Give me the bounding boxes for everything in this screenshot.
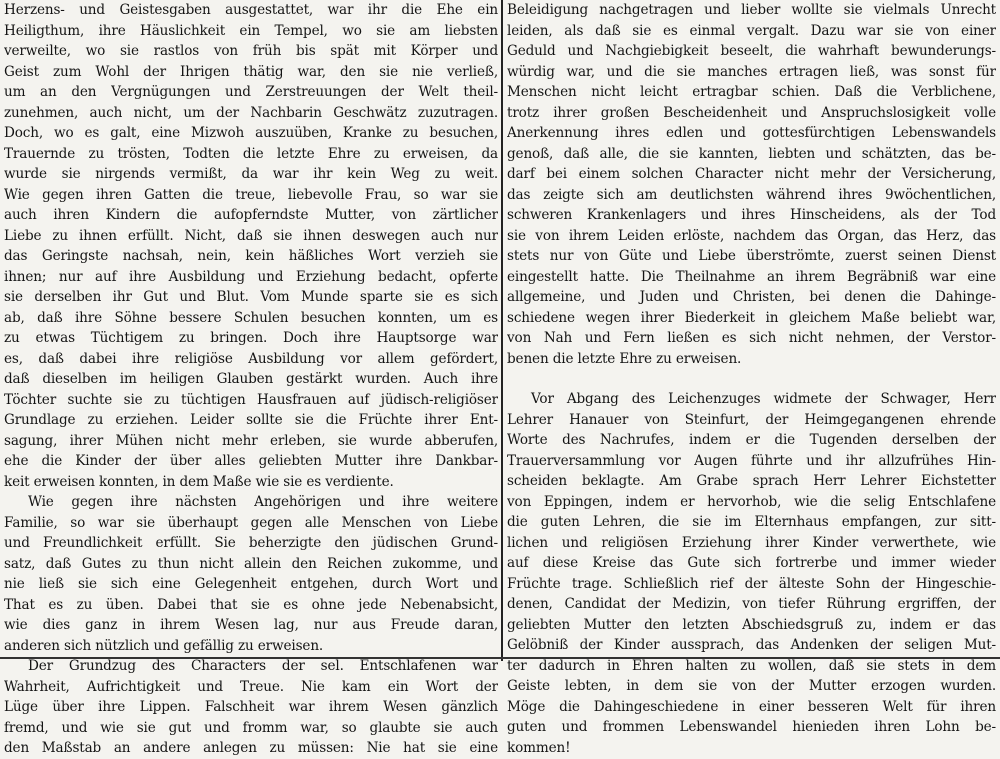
left-column <box>4 0 498 756</box>
text-line: und Freundlichkeit erfüllt. Sie beherzigte den jüdischen Grund- <box>4 535 498 551</box>
text-line: kommen! <box>507 739 571 756</box>
text-line: um an den Vergnügungen und Zerstreuungen der Welt theil- <box>4 84 498 100</box>
text-line: Lüge über ihre Lippen. Falschheit war ihrem Wesen gänzlich <box>4 699 498 715</box>
text-line: Gelöbniß der Kinder aussprach, das Andenken der seligen Mut- <box>507 637 996 653</box>
text-line: Menschen nicht leicht ertragbar schien. Daß die Verblichene, <box>507 84 996 100</box>
text-line: geliebten Mutter den letzten Abschiedsgruß zu, indem er das <box>507 616 996 633</box>
text-line: den Maßstab an andere anlegen zu müssen: Nie hat sie eine <box>4 740 498 756</box>
text-line: zu etwas Tüchtigem zu bringen. Doch ihre Hauptsorge war <box>4 330 498 346</box>
bottom-rule <box>0 657 1000 659</box>
text-line: wie dies ganz in ihrem Wesen lag, nur aus Freude daran, <box>4 617 498 633</box>
text-line: Wahrheit, Aufrichtigkeit und Treue. Nie kam ein Wort der <box>4 678 498 695</box>
text-line: Wie gegen ihre nächsten Angehörigen und ihre weitere <box>28 494 498 510</box>
text-line: trotz ihrer großen Bescheidenheit und Anspruchslosigkeit volle <box>507 104 996 121</box>
text-line: Geiste lebten, in dem sie von der Mutter erzogen wurden. <box>507 678 996 694</box>
text-line: Beleidigung nachgetragen und lieber wollte sie vielmals Unrecht <box>507 2 996 18</box>
text-line: Anerkennung ihres edlen und gottesfürchtigen Lebenswandels <box>507 125 996 141</box>
text-line: keit erweisen konnten, in dem Maße wie sie es verdiente. <box>4 473 394 490</box>
text-line: allgemeine, und Juden und Christen, bei denen die Dahinge- <box>507 289 996 305</box>
text-line: sie von ihrem Leiden erlöste, nachdem das Organ, das Herz, das <box>507 227 996 244</box>
column-divider <box>501 0 503 661</box>
text-line: das zeigte sich am deutlichsten während ihres 9wöchentlichen, <box>507 186 996 203</box>
text-line: lichen und religiösen Erziehung ihrer Kinder verwerthete, wie <box>507 534 996 551</box>
text-line: ab, daß ihre Söhne bessere Schulen besuchen konnten, um es <box>4 309 498 326</box>
text-line: Doch, wo es galt, eine Mizwoh auszuüben, Kranke zu besuchen, <box>4 125 498 141</box>
text-line: auf diese Kreise das Gute sich fortrerbe und immer wieder <box>507 555 996 571</box>
text-line: Der Grundzug des Characters der sel. Entschlafenen war <box>28 658 498 674</box>
text-line: guten und frommen Lebenswandel hienieden ihren Lohn be- <box>507 719 996 735</box>
text-line: verweilte, wo sie rastlos von früh bis spät mit Körper und <box>4 43 498 59</box>
text-line: wurde sie nirgends vermißt, da war ihr kein Weg zu weit. <box>4 166 498 182</box>
text-line: Herzens- und Geistesgaben ausgestattet, war ihr die Ehe ein <box>4 2 498 18</box>
text-line: Wie gegen ihren Gatten die treue, liebevolle Frau, so war sie <box>4 186 498 203</box>
text-line: das Geringste nachsah, nein, kein häßliches Wort verzieh sie <box>4 248 498 264</box>
text-line: darf bei einem solchen Character nicht mehr der Versicherung, <box>507 166 996 182</box>
text-line: leiden, als daß sie es einmal vergalt. Dazu war sie von einer <box>507 22 996 39</box>
text-line: es, daß dabei ihre religiöse Ausbildung vor allem gefördert, <box>4 350 498 367</box>
right-column <box>507 0 996 756</box>
text-line: ehe die Kinder der über alles geliebten Mutter ihre Dankbar- <box>4 453 498 469</box>
text-line: Vor Abgang des Leichenzuges widmete der Schwager, Herr <box>531 391 996 407</box>
text-line: Töchter suchte sie zu tüchtigen Hausfrauen auf jüdisch-religiöser <box>4 391 498 408</box>
text-line: sie derselben ihr Gut und Blut. Vom Munde sparte sie es sich <box>4 289 498 305</box>
text-line: Trauernde zu trösten, Todten die letzte Ehre zu erweisen, da <box>4 145 498 162</box>
text-line: fremd, und wie sie gut und fromm war, so glaubte sie auch <box>4 719 498 736</box>
text-line: Geduld und Nachgiebigkeit beseelt, die wahrhaft bewunderungs- <box>507 43 996 59</box>
text-line: Grundlage zu erziehen. Leider sollte sie die Früchte ihrer Ent- <box>4 412 498 428</box>
text-line: würdig war, und die sie manches ertragen ließ, was sonst für <box>507 63 996 80</box>
text-line: Worte des Nachrufes, indem er die Tugenden derselben der <box>507 432 996 448</box>
text-line: ter dadurch in Ehren halten zu wollen, daß sie stets in dem <box>507 657 996 674</box>
text-line: scheiden beklagte. Am Grabe sprach Herr Lehrer Eichstetter <box>507 473 996 489</box>
text-line: ihnen; nur auf ihre Ausbildung und Erziehung bedacht, opferte <box>4 268 498 285</box>
text-line: sagung, ihrer Mühen nicht mehr erleben, sie wurde abberufen, <box>4 432 498 449</box>
text-line: Früchte trage. Schließlich rief der älteste Sohn der Hingeschie- <box>507 575 996 592</box>
text-line: daß dieselben im heiligen Glauben gestärkt wurden. Auch ihre <box>4 371 498 387</box>
text-line: schiedene wegen ihrer Biederkeit in gleichem Maße beliebt war, <box>507 309 996 326</box>
text-line: Heiligthum, ihre Häuslichkeit ein Tempel, wo sie am liebsten <box>4 22 498 39</box>
text-line: die guten Lehren, die sie im Elternhaus empfangen, zur sitt- <box>507 514 996 530</box>
paragraph-gap <box>507 369 996 389</box>
text-line: anderen sich nützlich und gefällig zu erweisen. <box>4 637 324 654</box>
text-line: That es zu üben. Dabei that sie es ohne jede Nebenabsicht, <box>4 596 498 613</box>
text-line: nie ließ sie sich eine Gelegenheit entgehen, durch Wort und <box>4 576 498 592</box>
text-line: Familie, so war sie überhaupt gegen alle Menschen von Liebe <box>4 514 498 531</box>
text-line: stets nur von Güte und Liebe überströmte, zuerst seinen Dienst <box>507 248 996 264</box>
text-line: Lehrer Hanauer von Steinfurt, der Heimgegangenen ehrende <box>507 411 996 428</box>
text-line: Trauerversammlung vor Augen führte und ihr allzufrühes Hin- <box>507 452 996 469</box>
text-line: Möge die Dahingeschiedene in einer besseren Welt für ihren <box>507 698 996 715</box>
text-line: zunehmen, auch nicht, um der Nachbarin Geschwätz zuzutragen. <box>4 104 498 121</box>
text-line: genoß, daß alle, die sie kannten, liebten und schätzten, das be- <box>507 145 996 162</box>
text-line: Geist zum Wohl der Ihrigen thätig war, den sie nie verließ, <box>4 63 498 80</box>
text-line: satz, daß Gutes zu thun nicht allein den Reichen zukomme, und <box>4 555 498 572</box>
text-line: auch ihren Kindern die aufopferndste Mutter, von zärtlicher <box>4 207 498 223</box>
text-line: von Nah und Fern ließen es sich nicht nehmen, der Verstor- <box>507 330 996 346</box>
text-line: benen die letzte Ehre zu erweisen. <box>507 350 742 367</box>
text-line: von Eppingen, indem er hervorhob, wie die selig Entschlafene <box>507 493 996 510</box>
text-line: eingestellt hatte. Die Theilnahme an ihrem Begräbniß war eine <box>507 268 996 285</box>
text-line: Liebe zu ihnen erfüllt. Nicht, daß sie ihnen deswegen auch nur <box>4 227 498 244</box>
text-line: denen, Candidat der Medizin, von tiefer Rührung ergriffen, der <box>507 596 996 612</box>
text-line: schweren Krankenlagers und ihres Hinscheidens, als der Tod <box>507 207 996 223</box>
